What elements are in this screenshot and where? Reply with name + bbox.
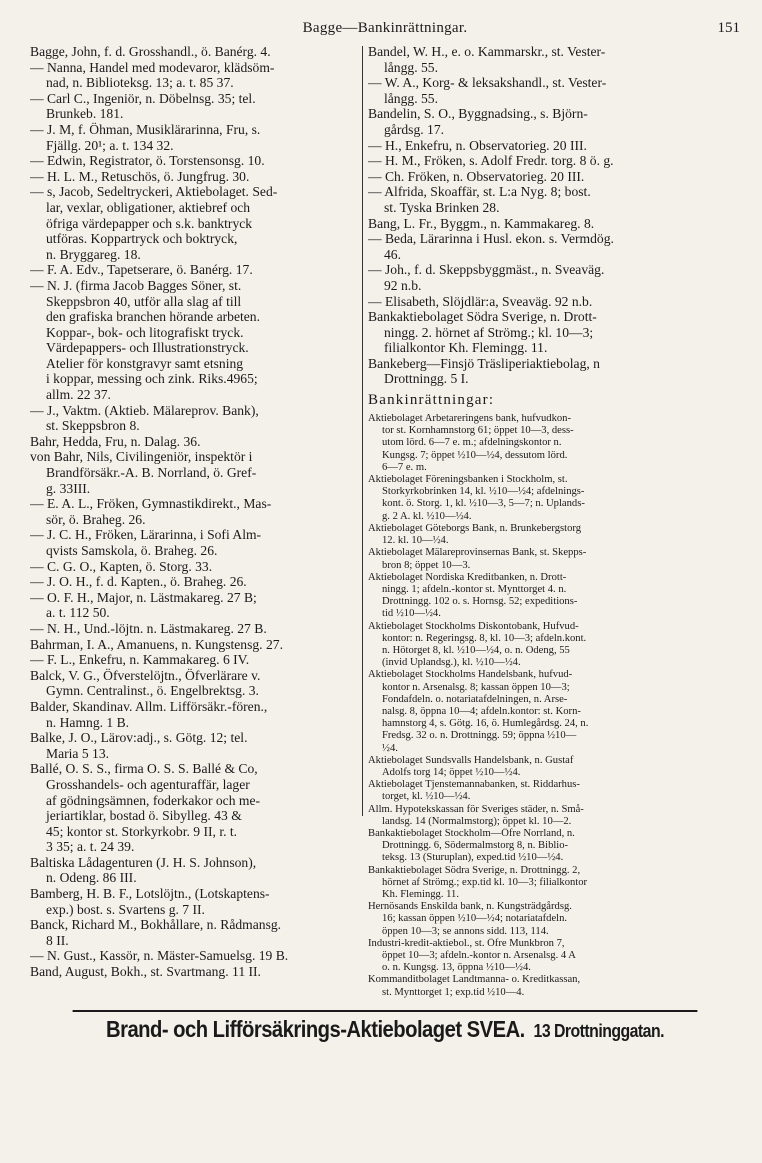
entry-line: Aktiebolaget Tjenstemannabanken, st. Riddarhus-	[368, 779, 580, 791]
bank-entry	[368, 413, 746, 474]
entry-continuation: Drottningg. 102 o. s. Hornsg. 52; expeditions-	[382, 596, 578, 608]
entry-line: Aktiebolaget Stockholms Diskontobank, Hufvud-	[368, 620, 579, 632]
entry-continuation: tor st. Kornhamnstorg 61; öppet 10—3, dess-	[382, 425, 574, 437]
entry-continuation: långg. 55.	[384, 59, 438, 75]
bank-entry	[368, 523, 746, 547]
entry-continuation: hörnet af Strömg.; exp.tid kl. 10—3; filialkontor	[382, 876, 588, 888]
entry-continuation: öfriga värdepapper och s.k. banktryck	[46, 215, 253, 231]
entry-continuation: kont. ö. Storg. 1, kl. ½10—3, 5—7; n. Uplands-	[382, 498, 585, 510]
entry-line: Bang, L. Fr., Byggm., n. Kammakareg. 8.	[368, 215, 595, 231]
entry-continuation: (invid Uplandsg.), kl. ½10—½4.	[382, 657, 521, 669]
entry-continuation: ningg. 2. hörnet af Strömg.; kl. 10—3;	[384, 324, 594, 340]
entry-line: Bamberg, H. B. F., Lotslöjtn., (Lotskaptens-	[30, 886, 270, 902]
entry-line: — N. Gust., Kassör, n. Mäster-Samuelsg. 19 B.	[30, 948, 289, 964]
entry-line: von Bahr, Nils, Civilingeniör, inspektör i	[30, 449, 253, 465]
entry-line: Kommanditbolaget Landtmanna- o. Kreditkassan,	[368, 974, 581, 986]
entry-line: Bankaktiebolaget Stockholm—Öfre Norrland, n.	[368, 827, 575, 839]
entry-continuation: 46.	[384, 246, 401, 262]
entry-line: Bankaktiebolaget Södra Sverige, n. Drottningg. 2,	[368, 864, 581, 876]
directory-entry	[30, 434, 360, 450]
entry-continuation: öppet 10—3; afdeln.-kontor n. Arsenalsg. 4 A	[382, 950, 576, 961]
entry-continuation: Fondafdeln. o. notariatafdelningen, n. Arse-	[382, 693, 568, 705]
entry-line: — H. L. M., Retuschös, ö. Jungfrug. 30.	[30, 168, 250, 184]
entry-continuation: Grosshandels- och agenturaffär, lager	[46, 776, 250, 792]
entry-line: — W. A., Korg- & leksakshandl., st. Vester-	[368, 75, 607, 91]
entry-continuation: af gödningsämnen, foderkakor och me-	[46, 792, 261, 808]
directory-entry	[368, 138, 746, 154]
entry-continuation: Maria 5 13.	[46, 745, 110, 761]
directory-entry	[30, 855, 360, 886]
directory-entry	[368, 309, 746, 356]
entry-continuation: jeriartiklar, bostad ö. Sibylleg. 43 &	[46, 808, 242, 824]
entry-continuation: n. Bryggareg. 18.	[46, 246, 141, 262]
advertisement-text: Brand- och Lifförsäkrings-Aktiebolaget SVEA.	[106, 1016, 525, 1042]
directory-entry	[30, 403, 360, 434]
entry-line: Bankeberg—Finsjö Träsliperiaktiebolag, n	[368, 355, 600, 371]
entry-line: Industri-kredit-aktiebol., st. Öfre Munkbron 7,	[368, 937, 565, 949]
entry-line: — Carl C., Ingeniör, n. Döbelnsg. 35; tel.	[30, 90, 256, 106]
entry-line: Allm. Hypotekskassan för Sveriges städer, n. Små-	[368, 803, 584, 815]
entry-continuation: Fredsg. 32 o. n. Drottningg. 59; öppna ½10—	[382, 730, 577, 742]
entry-line: Bahrman, I. A., Amanuens, n. Kungstensg. 27.	[30, 636, 283, 652]
bank-entry	[368, 572, 746, 621]
entry-line: — Nanna, Handel med modevaror, klädsöm-	[30, 59, 275, 75]
entry-continuation: Drottningg. 5 I.	[384, 371, 469, 387]
entry-continuation: qvists Samskola, ö. Braheg. 26.	[46, 543, 218, 558]
entry-continuation: Fjällg. 20¹; a. t. 134 32.	[46, 137, 174, 153]
bank-entry	[368, 828, 746, 865]
directory-entry	[30, 621, 360, 637]
directory-entry	[30, 496, 360, 527]
directory-entry	[30, 948, 360, 964]
entry-continuation: st. Mynttorget 1; exp.tid ½10—4.	[382, 986, 525, 998]
directory-entry	[30, 153, 360, 169]
directory-entry	[30, 730, 360, 761]
running-head: Bagge—Bankinrättningar.	[302, 20, 468, 36]
entry-continuation: hamnstorg 4, s. Götg. 16, ö. Humlegårdsg. 24, n.	[382, 718, 589, 730]
directory-entry	[30, 886, 360, 917]
entry-continuation: g. 2 A. kl. ½10—½4.	[382, 510, 472, 522]
entry-continuation: i koppar, messing och zink. Riks.4965;	[46, 371, 258, 387]
entry-line: Aktiebolaget Stockholms Handelsbank, hufvud-	[368, 669, 573, 681]
bank-entry	[368, 755, 746, 779]
directory-entry	[30, 559, 360, 575]
directory-entry	[368, 169, 746, 185]
entry-continuation: 12. kl. 10—½4.	[382, 535, 449, 547]
entry-continuation: st. Skeppsbron 8.	[46, 418, 140, 434]
entry-line: Aktiebolaget Arbetareringens bank, hufvudkon-	[368, 413, 571, 425]
directory-entry	[30, 122, 360, 153]
bank-entry	[368, 779, 746, 803]
entry-continuation: Skeppsbron 40, utför alla slag af till	[46, 293, 242, 309]
entry-continuation: Adolfs torg 14; öppet ½10—½4.	[382, 766, 521, 778]
directory-entry	[30, 964, 360, 980]
entry-line: Bandel, W. H., e. o. Kammarskr., st. Vester-	[368, 44, 606, 59]
column-divider	[362, 46, 363, 816]
directory-entry	[368, 356, 746, 387]
entry-line: — J. O. H., f. d. Kapten., ö. Braheg. 26.	[30, 574, 247, 590]
entry-continuation: Storkyrkobrinken 14, kl. ½10—½4; afdelnings-	[382, 486, 585, 498]
entry-line: Aktiebolaget Föreningsbanken i Stockholm, st.	[368, 474, 568, 486]
entry-line: — H. M., Fröken, s. Adolf Fredr. torg. 8 ö. g.	[368, 153, 614, 169]
entry-line: Banck, Richard M., Bokhållare, n. Rådmansg.	[30, 917, 282, 933]
entry-continuation: landsg. 14 (Normalmstorg); öppet kl. 10—2.	[382, 815, 572, 827]
entry-continuation: allm. 22 37.	[46, 387, 111, 403]
right-column	[368, 44, 746, 999]
directory-entry	[30, 449, 360, 496]
entry-line: — Edwin, Registrator, ö. Torstensonsg. 10.	[30, 153, 265, 169]
directory-entry	[368, 75, 746, 106]
left-column	[30, 44, 360, 980]
entry-continuation: Koppar-, bok- och litografiskt tryck.	[46, 324, 244, 340]
bank-entry	[368, 474, 746, 523]
directory-entry	[30, 917, 360, 948]
entry-line: — Elisabeth, Slöjdlär:a, Sveaväg. 92 n.b.	[368, 293, 593, 309]
directory-entry	[368, 106, 746, 137]
entry-continuation: lar, vexlar, obligationer, aktiebref och	[46, 199, 251, 215]
bank-entry	[368, 901, 746, 938]
entry-continuation: nad, n. Biblioteksg. 13; a. t. 85 37.	[46, 75, 234, 91]
directory-entry	[30, 169, 360, 185]
entry-line: Aktiebolaget Mälareprovinsernas Bank, st. Skepps-	[368, 547, 587, 559]
entry-continuation: ½4.	[382, 742, 398, 754]
entry-continuation: g. 33III.	[46, 480, 91, 496]
entry-continuation: långg. 55.	[384, 90, 438, 106]
entry-continuation: utom lörd. 6—7 e. m.; afdelningskontor n.	[382, 437, 562, 449]
entry-line: Baltiska Lådagenturen (J. H. S. Johnson),	[30, 854, 257, 870]
entry-line: — J. M, f. Öhman, Musiklärarinna, Fru, s.	[30, 121, 261, 137]
directory-entry	[368, 262, 746, 293]
entry-continuation: Värdepappers- och Illustrationstryck.	[46, 340, 249, 356]
directory-entry	[30, 184, 360, 262]
entry-line: Balck, V. G., Öfverstelöjtn., Öfverlärare v.	[30, 667, 261, 683]
entry-continuation: torget, kl. ½10—½4.	[382, 791, 471, 803]
entry-continuation: o. n. Kungsg. 13, öppna ½10—½4.	[382, 962, 531, 974]
entry-continuation: nalsg. 8, öppna 10—4; afdeln.kontor: st. Korn-	[382, 705, 581, 717]
entry-line: — C. G. O., Kapten, ö. Storg. 33.	[30, 558, 213, 574]
entry-continuation: tid ½10—½4.	[382, 608, 441, 620]
entry-line: Bagge, John, f. d. Grosshandl., ö. Banérg. 4.	[30, 44, 271, 59]
entry-continuation: n. Odeng. 86 III.	[46, 870, 137, 886]
entry-continuation: n. Hamng. 1 B.	[46, 714, 130, 730]
directory-entry	[368, 216, 746, 232]
entry-continuation: 45; kontor st. Storkyrkobr. 9 II, r. t.	[46, 823, 238, 839]
right-entries	[368, 44, 746, 387]
entry-line: Aktiebolaget Sundsvalls Handelsbank, n. Gustaf	[368, 754, 574, 766]
entry-line: — H., Enkefru, n. Observatorieg. 20 III.	[368, 137, 587, 153]
entry-continuation: 92 n.b.	[384, 277, 422, 293]
directory-entry	[30, 91, 360, 122]
entry-continuation: den grafiska branchen hörande arbeten.	[46, 309, 260, 325]
directory-entry	[368, 44, 746, 75]
directory-entry	[368, 184, 746, 215]
entry-line: Bandelin, S. O., Byggnadsing., s. Björn-	[368, 106, 588, 122]
directory-entry	[30, 527, 360, 558]
entry-line: Aktiebolaget Nordiska Kreditbanken, n. Drott-	[368, 571, 567, 583]
entry-continuation: Brandförsäkr.-A. B. Norrland, ö. Gref-	[46, 465, 257, 481]
entry-continuation: exp.) bost. s. Svartens g. 7 II.	[46, 901, 205, 917]
entry-line: Ballé, O. S. S., firma O. S. S. Ballé & Co,	[30, 761, 258, 777]
entry-line: — J., Vaktm. (Aktieb. Mälareprov. Bank),	[30, 402, 259, 418]
entry-continuation: 16; kassan öppen ½10—½4; notariatafdeln.	[382, 913, 568, 925]
directory-entry	[368, 231, 746, 262]
entry-line: — Ch. Fröken, n. Observatorieg. 20 III.	[368, 168, 585, 184]
entry-line: Balke, J. O., Lärov:adj., s. Götg. 12; tel.	[30, 730, 248, 746]
entry-continuation: öppen 10—3; se annons sidd. 113, 114.	[382, 925, 549, 937]
entry-line: — F. A. Edv., Tapetserare, ö. Banérg. 17.	[30, 262, 253, 278]
entry-line: — s, Jacob, Sedeltryckeri, Aktiebolaget. Sed-	[30, 184, 278, 200]
bank-entry	[368, 547, 746, 571]
entry-continuation: sör, ö. Braheg. 26.	[46, 511, 146, 527]
directory-entry	[30, 574, 360, 590]
directory-entry	[368, 294, 746, 310]
directory-entry	[30, 278, 360, 403]
bank-list	[368, 413, 746, 999]
entry-continuation: kontor n. Arsenalsg. 8; kassan öppen 10—3;	[382, 681, 570, 693]
entry-line: — J. C. H., Fröken, Lärarinna, i Sofi Alm-	[30, 527, 262, 543]
directory-entry	[30, 590, 360, 621]
section-heading: Bankinrättningar:	[368, 392, 495, 409]
entry-line: Bahr, Hedda, Fru, n. Dalag. 36.	[30, 433, 201, 449]
entry-line: Hernösands Enskilda bank, n. Kungsträdgårdsg.	[368, 901, 572, 913]
entry-continuation: a. t. 112 50.	[46, 605, 110, 621]
directory-entry	[30, 699, 360, 730]
entry-line: — F. L., Enkefru, n. Kammakareg. 6 IV.	[30, 652, 250, 668]
entry-continuation: 8 II.	[46, 932, 69, 948]
footer-advertisement	[73, 1010, 698, 1043]
entry-continuation: st. Tyska Brinken 28.	[384, 199, 500, 215]
entry-continuation: Brunkeb. 181.	[46, 106, 124, 122]
entry-line: — Joh., f. d. Skeppsbyggmäst., n. Sveaväg.	[368, 262, 605, 278]
entry-line: — Beda, Lärarinna i Husl. ekon. s. Vermdög.	[368, 231, 614, 247]
directory-entry	[368, 153, 746, 169]
directory-entry	[30, 761, 360, 855]
entry-continuation: Gymn. Centralinst., ö. Engelbrektsg. 3.	[46, 683, 259, 699]
entry-line: Aktiebolaget Göteborgs Bank, n. Brunkebergstorg	[368, 522, 582, 534]
entry-line: — E. A. L., Fröken, Gymnastikdirekt., Mas-	[30, 496, 272, 512]
entry-continuation: teksg. 13 (Sturuplan), exped.tid ½10—½4.	[382, 852, 564, 864]
page-header	[30, 20, 740, 42]
bank-entry	[368, 804, 746, 828]
directory-entry	[30, 652, 360, 668]
entry-line: — O. F. H., Major, n. Lästmakareg. 27 B;	[30, 589, 257, 605]
directory-entry	[30, 637, 360, 653]
directory-entry	[30, 44, 360, 60]
entry-continuation: 3 35; a. t. 24 39.	[46, 839, 135, 855]
entry-line: — N. J. (firma Jacob Bagges Söner, st.	[30, 277, 242, 293]
entry-line: Balder, Skandinav. Allm. Lifförsäkr.-fören.,	[30, 698, 268, 714]
entry-continuation: gårdsg. 17.	[384, 121, 445, 137]
bank-entry	[368, 974, 746, 998]
entry-continuation: filialkontor Kh. Flemingg. 11.	[384, 340, 548, 356]
entry-continuation: kontor: n. Regeringsg. 8, kl. 10—3; afdeln.kont.	[382, 632, 587, 644]
bank-entry	[368, 865, 746, 902]
entry-continuation: bron 8; öppet 10—3.	[382, 559, 471, 571]
entry-continuation: ningg. 1; afdeln.-kontor st. Mynttorget 4. n.	[382, 583, 567, 595]
entry-continuation: n. Hötorget 8, kl. ½10—½4, o. n. Odeng, 55	[382, 644, 570, 656]
entry-continuation: 6—7 e. m.	[382, 461, 427, 473]
entry-continuation: Atelier för konstgravyr samt etsning	[46, 355, 244, 371]
directory-entry	[30, 668, 360, 699]
directory-entry	[30, 262, 360, 278]
advertisement-address: 13 Drottninggatan.	[533, 1021, 664, 1041]
bank-entry	[368, 669, 746, 754]
directory-entry	[30, 60, 360, 91]
entry-continuation: Kh. Flemingg. 11.	[382, 888, 460, 900]
page-number: 151	[717, 20, 740, 36]
bank-entry	[368, 621, 746, 670]
entry-line: Band, August, Bokh., st. Svartmang. 11 II.	[30, 964, 261, 980]
entry-continuation: utföras. Koppartryck och boktryck,	[46, 231, 238, 247]
entry-continuation: Drottningg. 6, Södermalmstorg 8, n. Biblio-	[382, 840, 569, 852]
entry-line: — N. H., Und.-löjtn. n. Lästmakareg. 27 B.	[30, 620, 267, 636]
entry-continuation: Kungsg. 7; öppet ½10—½4, dessutom lörd.	[382, 449, 568, 461]
entry-line: — Alfrida, Skoaffär, st. L:a Nyg. 8; bost.	[368, 184, 591, 200]
entry-line: Bankaktiebolaget Södra Sverige, n. Drott-	[368, 309, 597, 325]
bank-entry	[368, 938, 746, 975]
